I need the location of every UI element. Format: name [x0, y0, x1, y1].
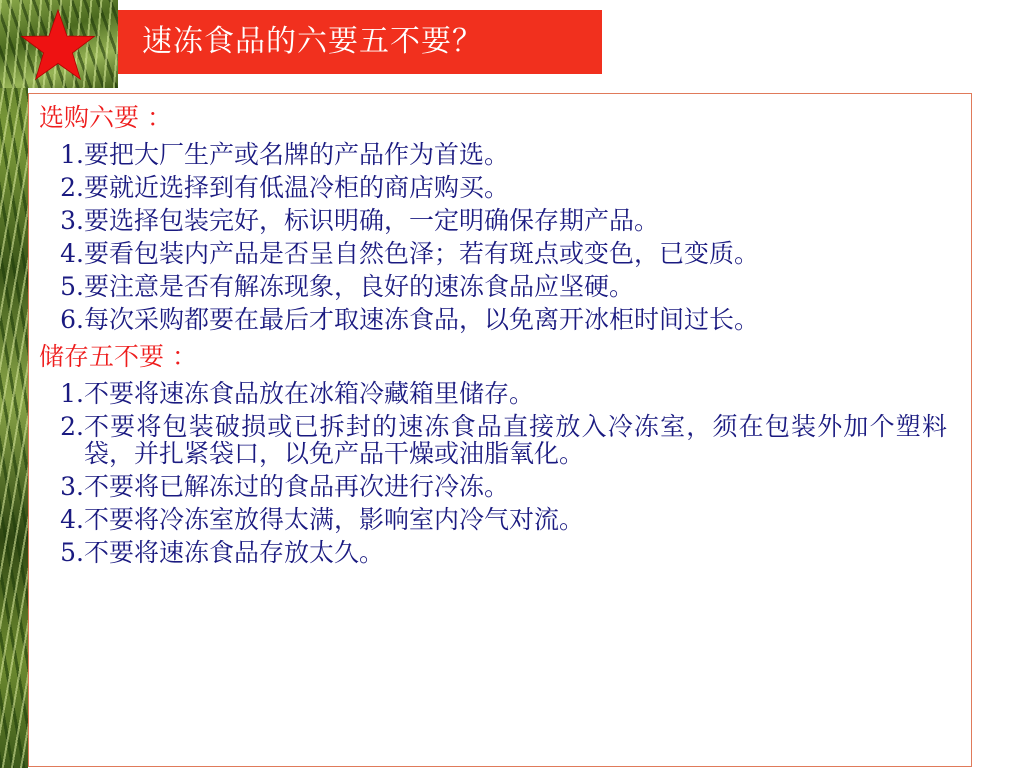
list-item	[39, 141, 947, 168]
item-text: 不要将包装破损或已拆封的速冻食品直接放入冷冻室，须在包装外加个塑料袋，并扎紧袋口，以免产品干燥或油脂氧化。	[84, 412, 947, 468]
list-item	[39, 473, 947, 500]
list-item	[39, 413, 947, 467]
list-item	[39, 174, 947, 201]
list-item	[39, 306, 947, 333]
item-text: 不要将速冻食品存放太久。	[84, 538, 385, 567]
item-text: 不要将速冻食品放在冰箱冷藏箱里储存。	[84, 379, 535, 408]
section-heading-storage: 储存五不要 ：	[39, 342, 197, 371]
section-storage	[39, 339, 947, 566]
star-icon	[20, 8, 96, 82]
item-text: 不要将已解冻过的食品再次进行冷冻。	[84, 472, 510, 501]
item-text: 每次采购都要在最后才取速冻食品，以免离开冰柜时间过长。	[84, 305, 760, 334]
item-number: 5.	[60, 538, 84, 567]
item-number: 3.	[60, 472, 84, 501]
section-heading-purchase: 选购六要 ：	[39, 103, 172, 132]
item-number: 2.	[60, 412, 84, 441]
item-text: 要看包装内产品是否呈自然色泽；若有斑点或变色，已变质。	[84, 239, 760, 268]
list-item	[39, 207, 947, 234]
section-purchase	[39, 100, 947, 333]
item-number: 1.	[60, 379, 84, 408]
page-title: 速冻食品的六要五不要？	[142, 24, 483, 59]
list-item	[39, 240, 947, 267]
item-text: 要选择包装完好，标识明确，一定明确保存期产品。	[84, 206, 660, 235]
list-item	[39, 539, 947, 566]
item-number: 5.	[60, 272, 84, 301]
list-item	[39, 380, 947, 407]
list-item	[39, 273, 947, 300]
item-number: 2.	[60, 173, 84, 202]
item-number: 4.	[60, 239, 84, 268]
list-item	[39, 506, 947, 533]
item-text: 要注意是否有解冻现象，良好的速冻食品应坚硬。	[84, 272, 635, 301]
title-banner	[118, 10, 602, 74]
item-text: 要就近选择到有低温冷柜的商店购买。	[84, 173, 510, 202]
item-text: 不要将冷冻室放得太满，影响室内冷气对流。	[84, 505, 585, 534]
item-number: 6.	[60, 305, 84, 334]
item-number: 4.	[60, 505, 84, 534]
grass-decoration	[0, 0, 28, 768]
content-panel	[28, 93, 972, 767]
item-text: 要把大厂生产或名牌的产品作为首选。	[84, 140, 510, 169]
item-number: 3.	[60, 206, 84, 235]
item-number: 1.	[60, 140, 84, 169]
